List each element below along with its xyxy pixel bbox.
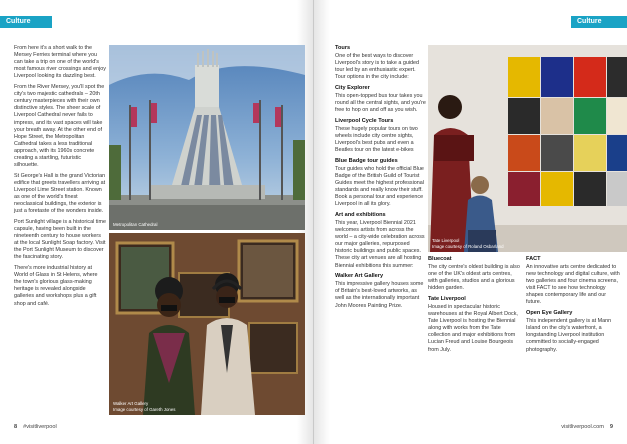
right-text-column-2 bbox=[428, 256, 522, 357]
paragraph-port-sunlight: Port Sunlight village is a historical time capsule, having been built in the nineteenth century to house workers at the local Sunlight Soap factory. Visit the Port Sunlight Museum to discover the fascinating story. bbox=[14, 218, 106, 261]
text-fact: An innovative arts centre dedicated to new technology and digital culture, with two galleries and four cinema screens, visit FACT to see how technology shapes contemporary life and our future. bbox=[526, 264, 620, 306]
right-text-column-1 bbox=[335, 45, 427, 313]
tate-caption bbox=[432, 238, 504, 249]
left-page bbox=[0, 0, 313, 444]
gallery-caption bbox=[113, 401, 175, 412]
heading-walker: Walker Art Gallery bbox=[335, 273, 384, 280]
text-art-exhibitions: This year, Liverpool Biennial 2021 welcomes artists from across the world – a city-wide celebration across our major galleries, repurposed historic buildings and public spaces. These city art venues are all hosting Biennial exhibitions this summer: bbox=[335, 219, 425, 269]
paragraph-ferries: From here it's a short walk to the Mersey Ferries terminal where you can take a trip on one of the world's most famous river crossings and enjoy Liverpool looking its dazzling best. bbox=[14, 45, 106, 80]
heading-bluecoat: Bluecoat bbox=[428, 256, 452, 262]
heading-tate: Tate Liverpool bbox=[428, 295, 466, 302]
text-cycle-tours: These hugely popular tours on two wheels include city centre sights, Liverpool's best pubs and even a Beatles tour on the latest e-bikes bbox=[335, 125, 418, 154]
photo-walker-art-gallery bbox=[109, 233, 305, 415]
paragraph-world-of-glass: There's more industrial history at World of Glass in St Helens, where the town's glorious glass-making heritage is revealed alongside galleries and workshops plus a gift shop and café. bbox=[14, 265, 98, 307]
heading-art-exhibitions: Art and exhibitions bbox=[335, 211, 386, 218]
tate-gallery-illustration bbox=[428, 45, 627, 252]
paragraph-st-georges: St George's Hall is the grand Victorian edifice that greets travellers arriving at Liverpool Lime Street station. Known as one of the world's finest neoclassical buildings, the exterior is just a foretaste of the wonders inside. bbox=[14, 172, 106, 215]
heading-fact: FACT bbox=[526, 256, 541, 262]
heading-blue-badge: Blue Badge tour guides bbox=[335, 157, 398, 164]
photo-tate-liverpool bbox=[428, 45, 627, 252]
tate-caption-credit: Image courtesy of Roland Osbarland bbox=[432, 243, 504, 249]
heading-cycle-tours: Liverpool Cycle Tours bbox=[335, 117, 394, 124]
text-tours: One of the best ways to discover Liverpool's story is to take a guided tour led by an enthusiastic expert. Tour options in the city include: bbox=[335, 53, 420, 81]
right-page bbox=[314, 0, 627, 444]
gallery-caption-credit: Image courtesy of Gareth Jones bbox=[113, 406, 176, 412]
section-tag-left: Culture bbox=[0, 16, 52, 28]
text-walker: This impressive gallery houses some of Britain's best-loved artworks, as well as the internationally important John Moores Painting Prize. bbox=[335, 281, 424, 309]
left-page-number: 8 bbox=[14, 424, 18, 430]
hashtag: #visitliverpool bbox=[23, 424, 57, 430]
text-open-eye: This independent gallery is at Mann Island on the city's waterfront, a longstanding Liverpool institution committed to socially-engaged photography. bbox=[526, 318, 612, 353]
cathedral-caption: Metropolitan Cathedral bbox=[113, 221, 158, 227]
text-blue-badge: Tour guides who hold the official Blue Badge of the British Guild of Tourist Guides meet the highest professional standards and really know their stuff. Book a personal tour and experience Liverpool in all its glory. bbox=[335, 165, 424, 208]
right-page-number: 9 bbox=[609, 424, 613, 430]
left-footer bbox=[14, 424, 57, 430]
photo-metropolitan-cathedral bbox=[109, 45, 305, 230]
gutter-shadow-right bbox=[314, 0, 330, 444]
heading-city-explorer: City Explorer bbox=[335, 84, 370, 91]
paragraph-cathedrals: From the River Mersey, you'll spot the city's two majestic cathedrals – 20th century masterpieces with their own distinctive styles. The sheer scale of Liverpool Cathedral never fails to impress, and its vast spaces will take your breath away. At the other end of Hope Street, the Metropolitan Cathedral takes a less traditional approach, with its 1960s concrete creating a startling, futuristic silhouette. bbox=[14, 84, 105, 169]
text-city-explorer: This open-topped bus tour takes you round all the central sights, and you're free to hop on and off as you wish. bbox=[335, 92, 426, 114]
gallery-visitors-illustration bbox=[109, 233, 305, 415]
cathedral-illustration bbox=[109, 45, 305, 230]
text-bluecoat: The city centre's oldest building is also one of the UK's oldest arts centres, with galleries, studios and a glorious hidden garden. bbox=[428, 264, 520, 292]
text-tate: Housed in spectacular historic warehouses at the Royal Albert Dock, Tate Liverpool is hosting the Biennial along with works from the Tate collection and major exhibitions from Lucian Freud and Louise Bourgeois from July. bbox=[428, 303, 518, 353]
heading-tours: Tours bbox=[335, 45, 351, 51]
left-text-column bbox=[14, 45, 106, 311]
website: visitliverpool.com bbox=[561, 424, 604, 430]
tate-caption-title: Tate Liverpool bbox=[432, 238, 460, 244]
gallery-caption-title: Walker Art Gallery bbox=[113, 401, 149, 407]
heading-open-eye: Open Eye Gallery bbox=[526, 310, 573, 317]
section-tag-right: Culture bbox=[571, 16, 627, 28]
right-text-column-3 bbox=[526, 256, 622, 357]
right-footer bbox=[561, 424, 613, 430]
